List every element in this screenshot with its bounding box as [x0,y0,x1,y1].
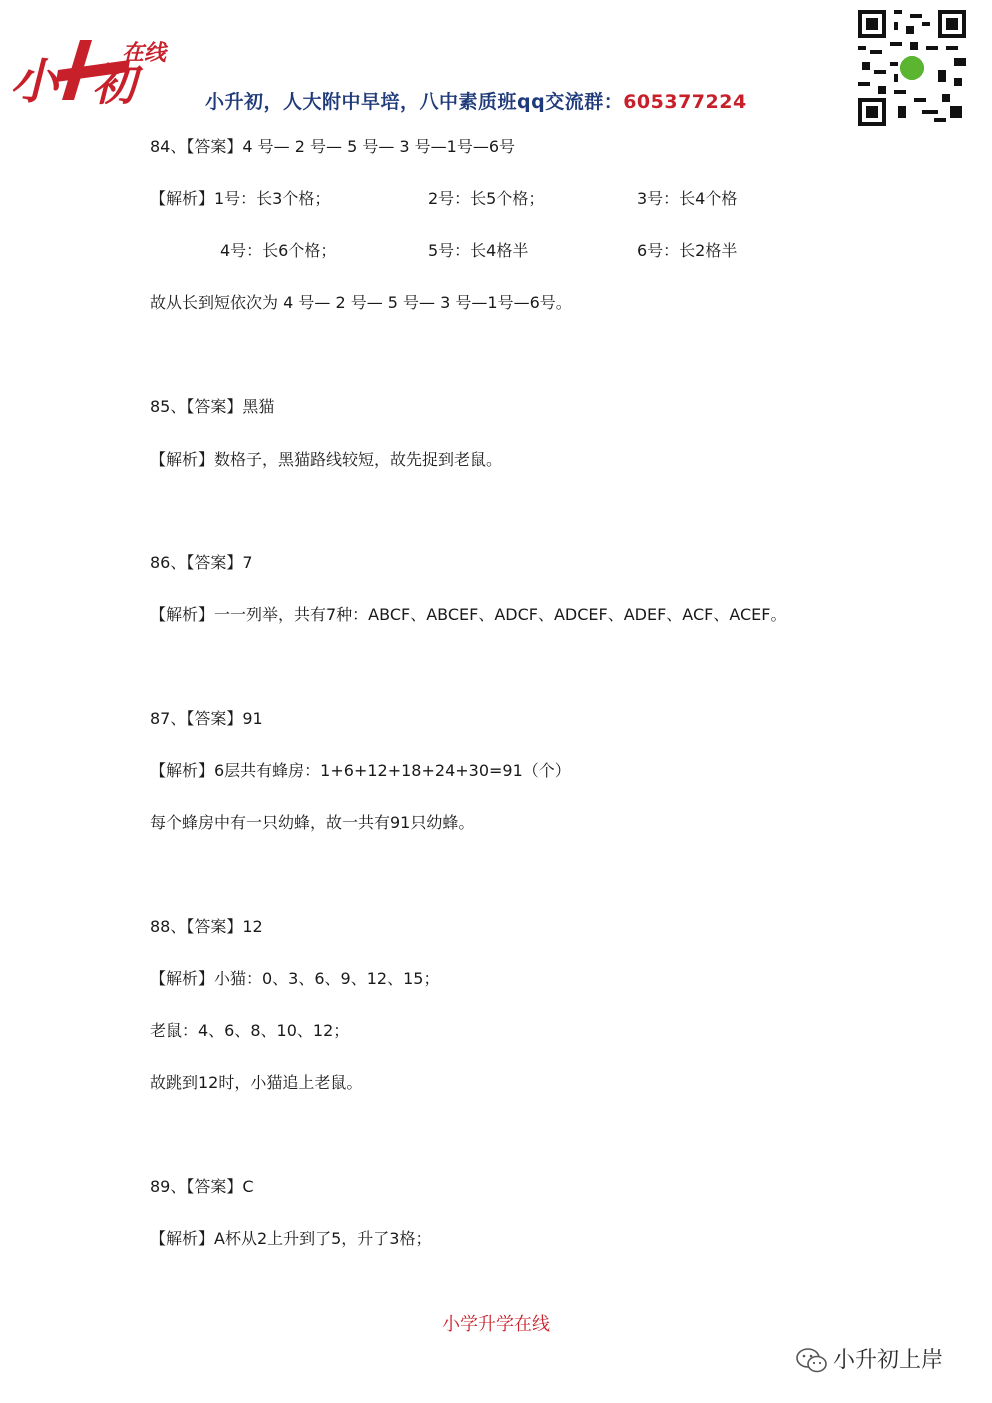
qr-code-icon [858,10,966,126]
svg-text:在线: 在线 [122,41,167,66]
watermark [795,1343,943,1375]
q87-answer: 87、【答案】91 [150,709,263,728]
q85-analysis: 【解析】数格子，黑猫路线较短，故先捉到老鼠。 [150,450,503,469]
q86-analysis: 【解析】一一列举，共有7种：ABCF、ABCEF、ADCF、ADCEF、ADEF、ACF、ACEF。 [150,605,787,624]
q84-conclusion: 故从长到短依次为 4 号— 2 号— 5 号— 3 号—1号—6号。 [150,293,572,312]
footer-text: 小学升学在线 [442,1314,550,1335]
q88-mouse: 老鼠：4、6、8、10、12； [150,1021,350,1040]
group-number: 605377224 [623,91,747,113]
wechat-icon [795,1347,829,1375]
watermark-text: 小升初上岸 [833,1348,944,1373]
q84-analysis-1: 【解析】1号：长3个格； [150,189,331,208]
brand-logo [10,30,170,110]
svg-text:初: 初 [92,60,136,110]
q88-answer: 88、【答案】12 [150,917,263,936]
q84-analysis-5: 5号：长4格半 [428,241,529,260]
svg-text:小: 小 [10,54,59,110]
q85-answer: 85、【答案】黑猫 [150,397,275,416]
q84-answer: 84、【答案】4 号— 2 号— 5 号— 3 号—1号—6号 [150,137,516,156]
q84-analysis-2: 2号：长5个格； [428,189,545,208]
q86-answer: 86、【答案】7 [150,553,253,572]
q84-analysis-3: 3号：长4个格 [637,189,738,208]
q84-analysis-4: 4号：长6个格； [220,241,337,260]
q88-analysis: 【解析】小猫：0、3、6、9、12、15； [150,969,440,988]
header-tagline-row [205,87,747,114]
q88-conclusion: 故跳到12时，小猫追上老鼠。 [150,1073,363,1092]
q87-conclusion: 每个蜂房中有一只幼蜂，故一共有91只幼蜂。 [150,813,475,832]
header-tagline: 小升初，人大附中早培，八中素质班qq交流群： [205,91,624,113]
q89-answer: 89、【答案】C [150,1177,254,1196]
q84-analysis-6: 6号：长2格半 [637,241,738,260]
q87-analysis: 【解析】6层共有蜂房：1+6+12+18+24+30=91（个） [150,761,571,780]
q89-analysis: 【解析】A杯从2上升到了5，升了3格； [150,1229,432,1248]
